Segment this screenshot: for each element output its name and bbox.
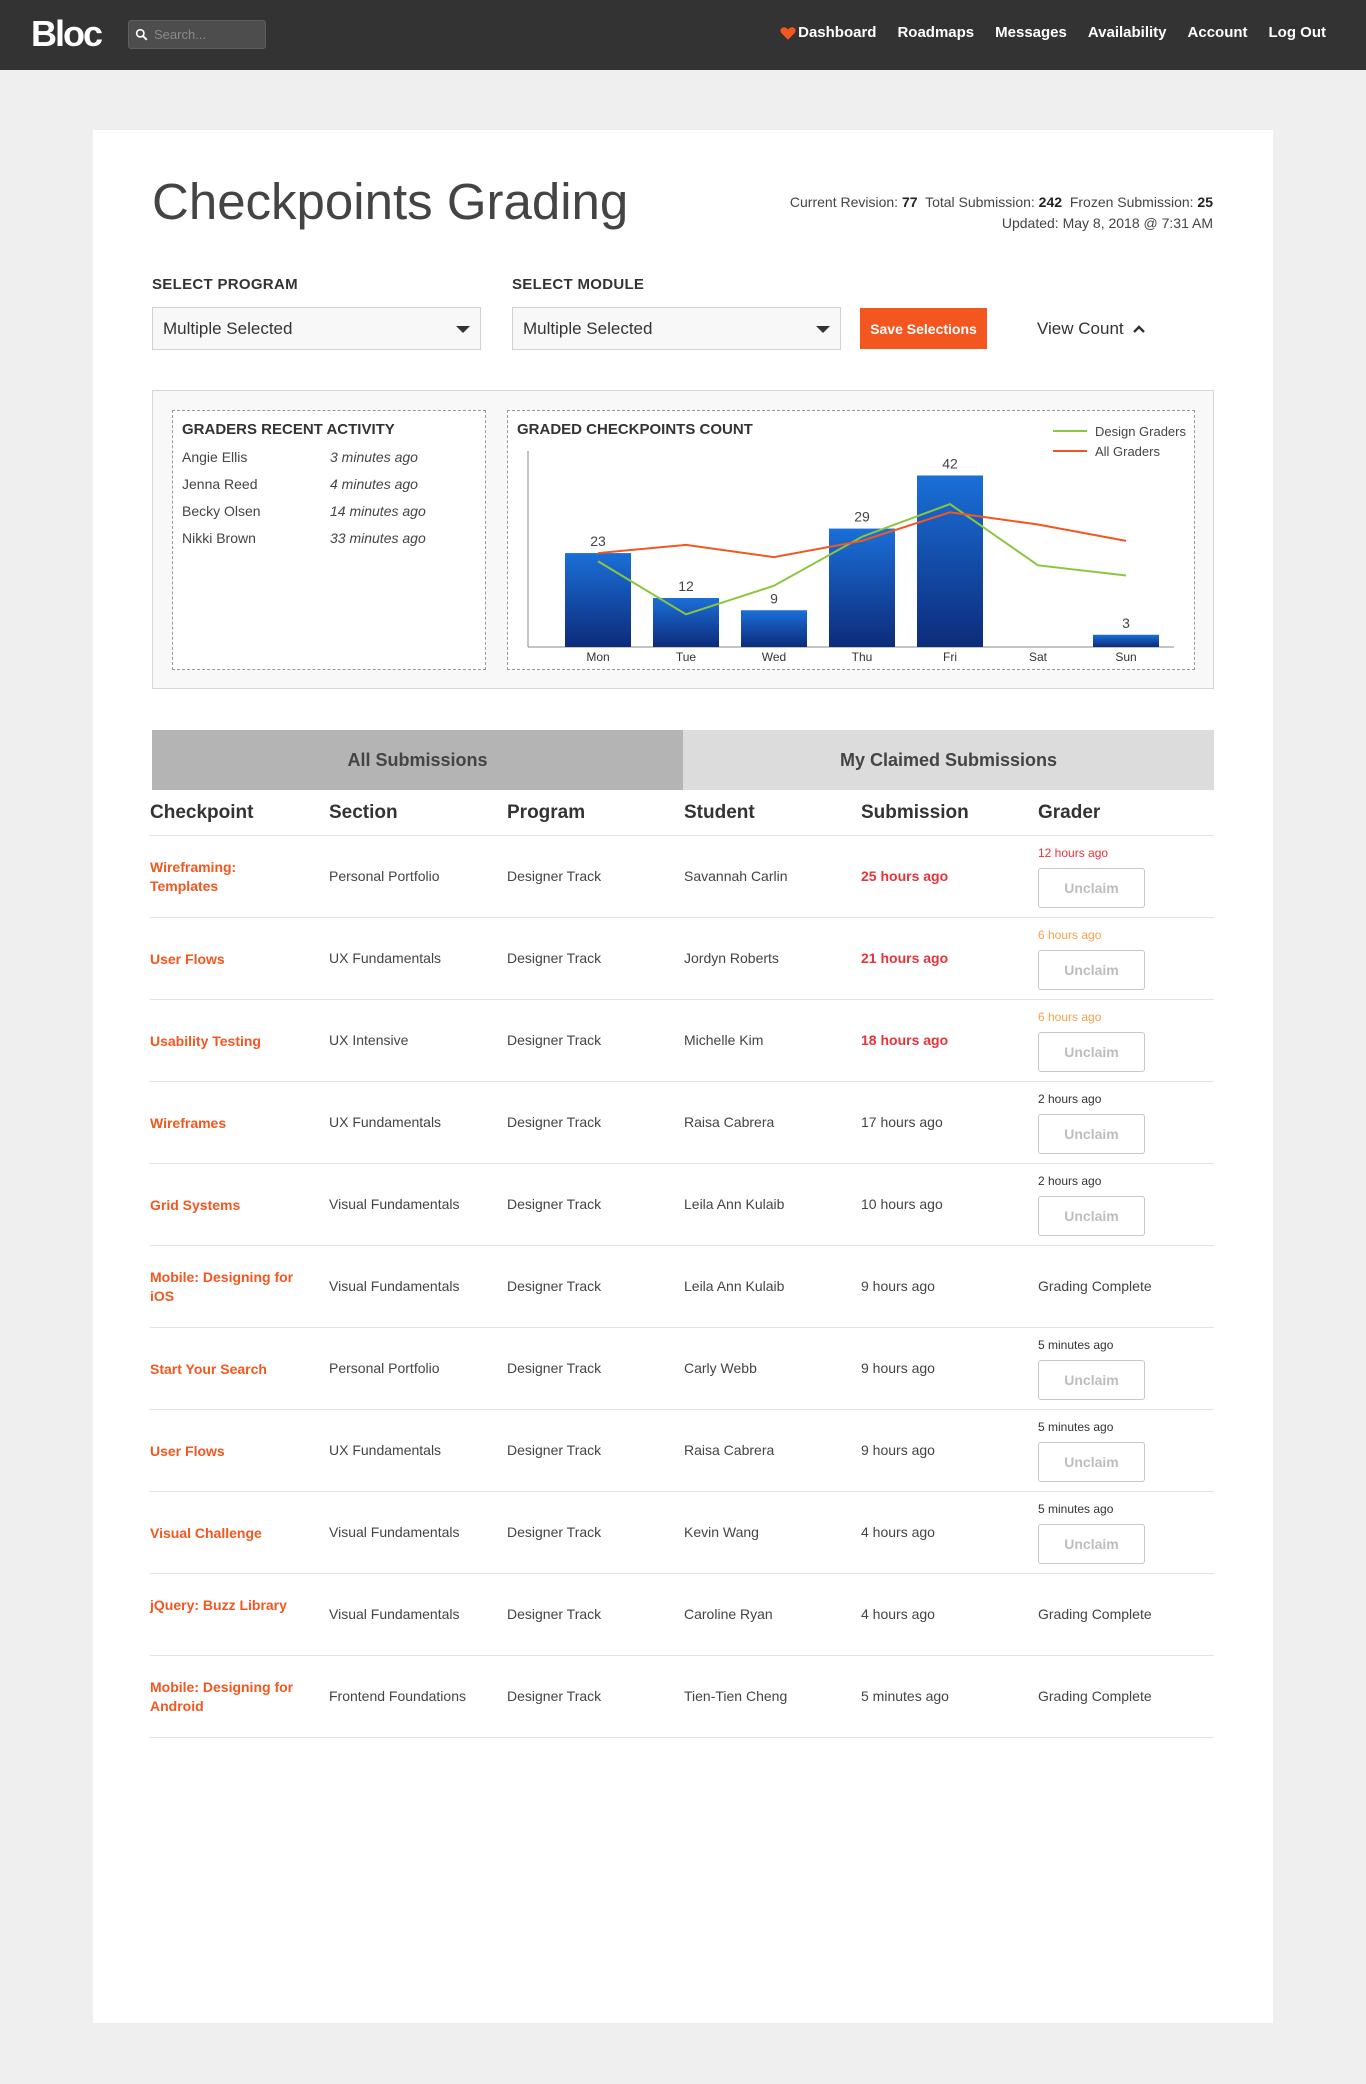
bar-thu [829, 529, 895, 647]
section-cell: Visual Fundamentals [329, 1196, 460, 1212]
bar-value-label: 9 [770, 590, 778, 607]
submission-time-cell: 17 hours ago [861, 1114, 943, 1130]
table-header [150, 790, 1214, 836]
search-icon [135, 28, 148, 41]
select-module-dropdown[interactable] [512, 307, 841, 350]
nav-availability[interactable]: Availability [1087, 24, 1167, 41]
checkpoint-link[interactable]: Usability Testing [150, 1033, 261, 1049]
checkpoint-link[interactable]: Grid Systems [150, 1197, 241, 1213]
x-tick-label: Sun [1115, 650, 1137, 664]
frozen-submission-label: Frozen Submission: [1069, 194, 1194, 210]
program-cell: Designer Track [507, 1360, 602, 1376]
col-grader: Grader [1038, 802, 1101, 823]
program-cell: Designer Track [507, 1196, 602, 1212]
frozen-submission-value: 25 [1197, 194, 1213, 210]
submission-time-cell: 18 hours ago [861, 1032, 949, 1048]
claimed-time: 2 hours ago [1038, 1092, 1102, 1106]
legend-swatch [1053, 430, 1087, 432]
activity-row [182, 530, 462, 557]
nav-messages[interactable]: Messages [995, 24, 1067, 41]
program-cell: Designer Track [507, 950, 602, 966]
table-row [150, 1328, 1214, 1410]
nav-account[interactable]: Account [1187, 24, 1248, 41]
claimed-time: 6 hours ago [1038, 928, 1102, 942]
table-row [150, 1410, 1214, 1492]
x-tick-label: Sat [1028, 650, 1048, 664]
program-cell: Designer Track [507, 1114, 602, 1130]
page-title: Checkpoints Grading [152, 173, 629, 230]
total-submission-value: 242 [1038, 194, 1063, 210]
submission-time-cell: 9 hours ago [861, 1360, 935, 1376]
student-cell: Leila Ann Kulaib [684, 1196, 785, 1212]
grader-last-active: 4 minutes ago [330, 476, 418, 492]
submission-time-cell: 21 hours ago [861, 950, 949, 966]
student-cell: Michelle Kim [684, 1032, 764, 1048]
bar-value-label: 29 [854, 508, 870, 525]
x-tick-label: Tue [675, 650, 697, 664]
checkpoint-link[interactable]: jQuery: Buzz Library [150, 1597, 287, 1613]
student-cell: Carly Webb [684, 1360, 757, 1376]
total-submission-label: Total Submission: [925, 194, 1035, 210]
unclaim-button[interactable]: Unclaim [1038, 1032, 1145, 1072]
current-revision-value: 77 [901, 194, 918, 210]
claimed-time: 5 minutes ago [1038, 1420, 1114, 1434]
select-program-dropdown[interactable] [152, 307, 481, 350]
checkpoint-link[interactable]: User Flows [150, 1443, 225, 1459]
chart-legend [1053, 421, 1186, 461]
section-cell: Visual Fundamentals [329, 1524, 460, 1540]
x-tick-label: Fri [943, 650, 957, 664]
graders-activity-list [182, 449, 462, 557]
nav-roadmaps[interactable]: Roadmaps [897, 24, 975, 41]
claimed-time: 2 hours ago [1038, 1174, 1102, 1188]
submission-stats [790, 192, 1213, 234]
bar-wed [741, 610, 807, 647]
nav-log-out[interactable]: Log Out [1268, 24, 1326, 41]
grader-last-active: 14 minutes ago [330, 503, 426, 519]
submission-time-cell: 25 hours ago [861, 868, 949, 884]
graded-count-chart-box [507, 410, 1195, 670]
unclaim-button[interactable]: Unclaim [1038, 1442, 1145, 1482]
section-cell: Personal Portfolio [329, 868, 440, 884]
checkpoint-link[interactable]: Mobile: Designing for Android [150, 1679, 294, 1714]
checkpoint-link[interactable]: Mobile: Designing for iOS [150, 1269, 294, 1304]
checkpoint-link[interactable]: Wireframing: Templates [150, 859, 237, 894]
table-row [150, 1164, 1214, 1246]
unclaim-button[interactable]: Unclaim [1038, 1360, 1145, 1400]
stats-panel [152, 390, 1214, 689]
program-cell: Designer Track [507, 1032, 602, 1048]
view-count-toggle[interactable] [1037, 319, 1146, 339]
table-row [150, 1000, 1214, 1082]
legend-design-graders [1053, 421, 1186, 441]
nav-dashboard[interactable]: Dashboard [798, 24, 877, 41]
submission-time-cell: 10 hours ago [861, 1196, 943, 1212]
col-checkpoint: Checkpoint [150, 802, 254, 823]
claimed-time: 5 minutes ago [1038, 1338, 1114, 1352]
student-cell: Jordyn Roberts [684, 950, 779, 966]
student-cell: Leila Ann Kulaib [684, 1278, 785, 1294]
select-module-value: Multiple Selected [523, 319, 653, 338]
legend-label: Design Graders [1094, 423, 1186, 439]
col-submission: Submission [861, 802, 969, 823]
x-tick-label: Mon [586, 650, 610, 664]
unclaim-button[interactable]: Unclaim [1038, 1196, 1145, 1236]
top-navbar [0, 0, 1366, 70]
graders-activity-box [172, 410, 486, 670]
unclaim-button[interactable]: Unclaim [1038, 950, 1145, 990]
save-selections-button[interactable]: Save Selections [860, 308, 987, 349]
heart-icon[interactable] [779, 24, 797, 42]
submission-time-cell: 4 hours ago [861, 1524, 935, 1540]
student-cell: Tien-Tien Cheng [684, 1688, 788, 1704]
checkpoint-link[interactable]: Visual Challenge [150, 1525, 262, 1541]
section-cell: UX Intensive [329, 1032, 409, 1048]
legend-all-graders [1053, 441, 1186, 461]
bar-value-label: 12 [678, 578, 694, 594]
student-cell: Caroline Ryan [684, 1606, 773, 1622]
table-row [150, 1574, 1214, 1656]
section-cell: Frontend Foundations [329, 1688, 466, 1704]
student-cell: Raisa Cabrera [684, 1114, 775, 1130]
bloc-logo[interactable]: Bloc [31, 13, 102, 54]
chart-title: GRADED CHECKPOINTS COUNT [517, 421, 753, 438]
program-cell: Designer Track [507, 1606, 602, 1622]
bar-value-label: 23 [590, 533, 606, 550]
col-section: Section [329, 802, 398, 823]
student-cell: Kevin Wang [684, 1524, 759, 1540]
activity-row [182, 449, 462, 476]
grader-name: Angie Ellis [182, 449, 248, 465]
student-cell: Raisa Cabrera [684, 1442, 775, 1458]
bar-mon [565, 553, 631, 647]
program-cell: Designer Track [507, 868, 602, 884]
bar-tue [653, 598, 719, 647]
student-cell: Savannah Carlin [684, 868, 788, 884]
table-row [150, 1082, 1214, 1164]
legend-label: All Graders [1094, 443, 1160, 459]
tab-my-claimed-submissions[interactable]: My Claimed Submissions [683, 730, 1214, 790]
table-row [150, 1656, 1214, 1738]
legend-swatch [1053, 450, 1087, 452]
x-tick-label: Thu [851, 650, 873, 664]
section-cell: Visual Fundamentals [329, 1606, 460, 1622]
program-cell: Designer Track [507, 1688, 602, 1704]
col-program: Program [507, 802, 586, 823]
checkpoint-link[interactable]: Start Your Search [150, 1361, 267, 1377]
bar-value-label: 3 [1122, 614, 1130, 631]
bar-fri [917, 476, 983, 648]
bar-value-label: 42 [942, 455, 958, 472]
bar-sun [1093, 635, 1159, 647]
table-row [150, 1492, 1214, 1574]
checkpoint-link[interactable]: User Flows [150, 951, 225, 967]
caret-down-icon [456, 326, 470, 333]
updated-timestamp: Updated: May 8, 2018 @ 7:31 AM [1001, 215, 1213, 231]
x-tick-label: Wed [761, 650, 787, 664]
select-program-label: SELECT PROGRAM [152, 276, 298, 293]
unclaim-button[interactable]: Unclaim [1038, 1524, 1145, 1564]
unclaim-button[interactable]: Unclaim [1038, 1114, 1145, 1154]
search-input[interactable] [154, 27, 264, 42]
section-cell: UX Fundamentals [329, 1442, 442, 1458]
program-cell: Designer Track [507, 1278, 602, 1294]
current-revision-label: Current Revision: [789, 194, 899, 210]
grader-name: Becky Olsen [182, 503, 261, 519]
nav-links [798, 24, 1326, 41]
search-box[interactable] [128, 20, 266, 49]
chevron-up-icon [1132, 324, 1146, 334]
grading-complete-status: Grading Complete [1038, 1278, 1152, 1294]
program-cell: Designer Track [507, 1524, 602, 1540]
grader-name: Nikki Brown [182, 530, 256, 546]
table-row [150, 918, 1214, 1000]
tab-all-submissions[interactable]: All Submissions [152, 730, 683, 790]
submission-time-cell: 9 hours ago [861, 1442, 935, 1458]
section-cell: UX Fundamentals [329, 950, 442, 966]
grader-last-active: 3 minutes ago [330, 449, 418, 465]
grader-name: Jenna Reed [182, 476, 258, 492]
section-cell: Personal Portfolio [329, 1360, 440, 1376]
select-program-value: Multiple Selected [163, 319, 293, 338]
grader-last-active: 33 minutes ago [330, 530, 426, 546]
activity-row [182, 503, 462, 530]
claimed-time: 5 minutes ago [1038, 1502, 1114, 1516]
unclaim-button[interactable]: Unclaim [1038, 868, 1145, 908]
select-module-label: SELECT MODULE [512, 276, 645, 293]
caret-down-icon [816, 326, 830, 333]
table-row [150, 1246, 1214, 1328]
program-cell: Designer Track [507, 1442, 602, 1458]
col-student: Student [684, 802, 755, 823]
claimed-time: 12 hours ago [1038, 846, 1109, 860]
grading-complete-status: Grading Complete [1038, 1606, 1152, 1622]
view-count-label: View Count [1037, 319, 1124, 338]
grading-complete-status: Grading Complete [1038, 1688, 1152, 1704]
claimed-time: 6 hours ago [1038, 1010, 1102, 1024]
submission-time-cell: 9 hours ago [861, 1278, 935, 1294]
submission-time-cell: 4 hours ago [861, 1606, 935, 1622]
graders-activity-title: GRADERS RECENT ACTIVITY [182, 421, 395, 438]
section-cell: UX Fundamentals [329, 1114, 442, 1130]
checkpoint-link[interactable]: Wireframes [150, 1115, 227, 1131]
submission-time-cell: 5 minutes ago [861, 1688, 949, 1704]
table-row [150, 836, 1214, 918]
section-cell: Visual Fundamentals [329, 1278, 460, 1294]
activity-row [182, 476, 462, 503]
